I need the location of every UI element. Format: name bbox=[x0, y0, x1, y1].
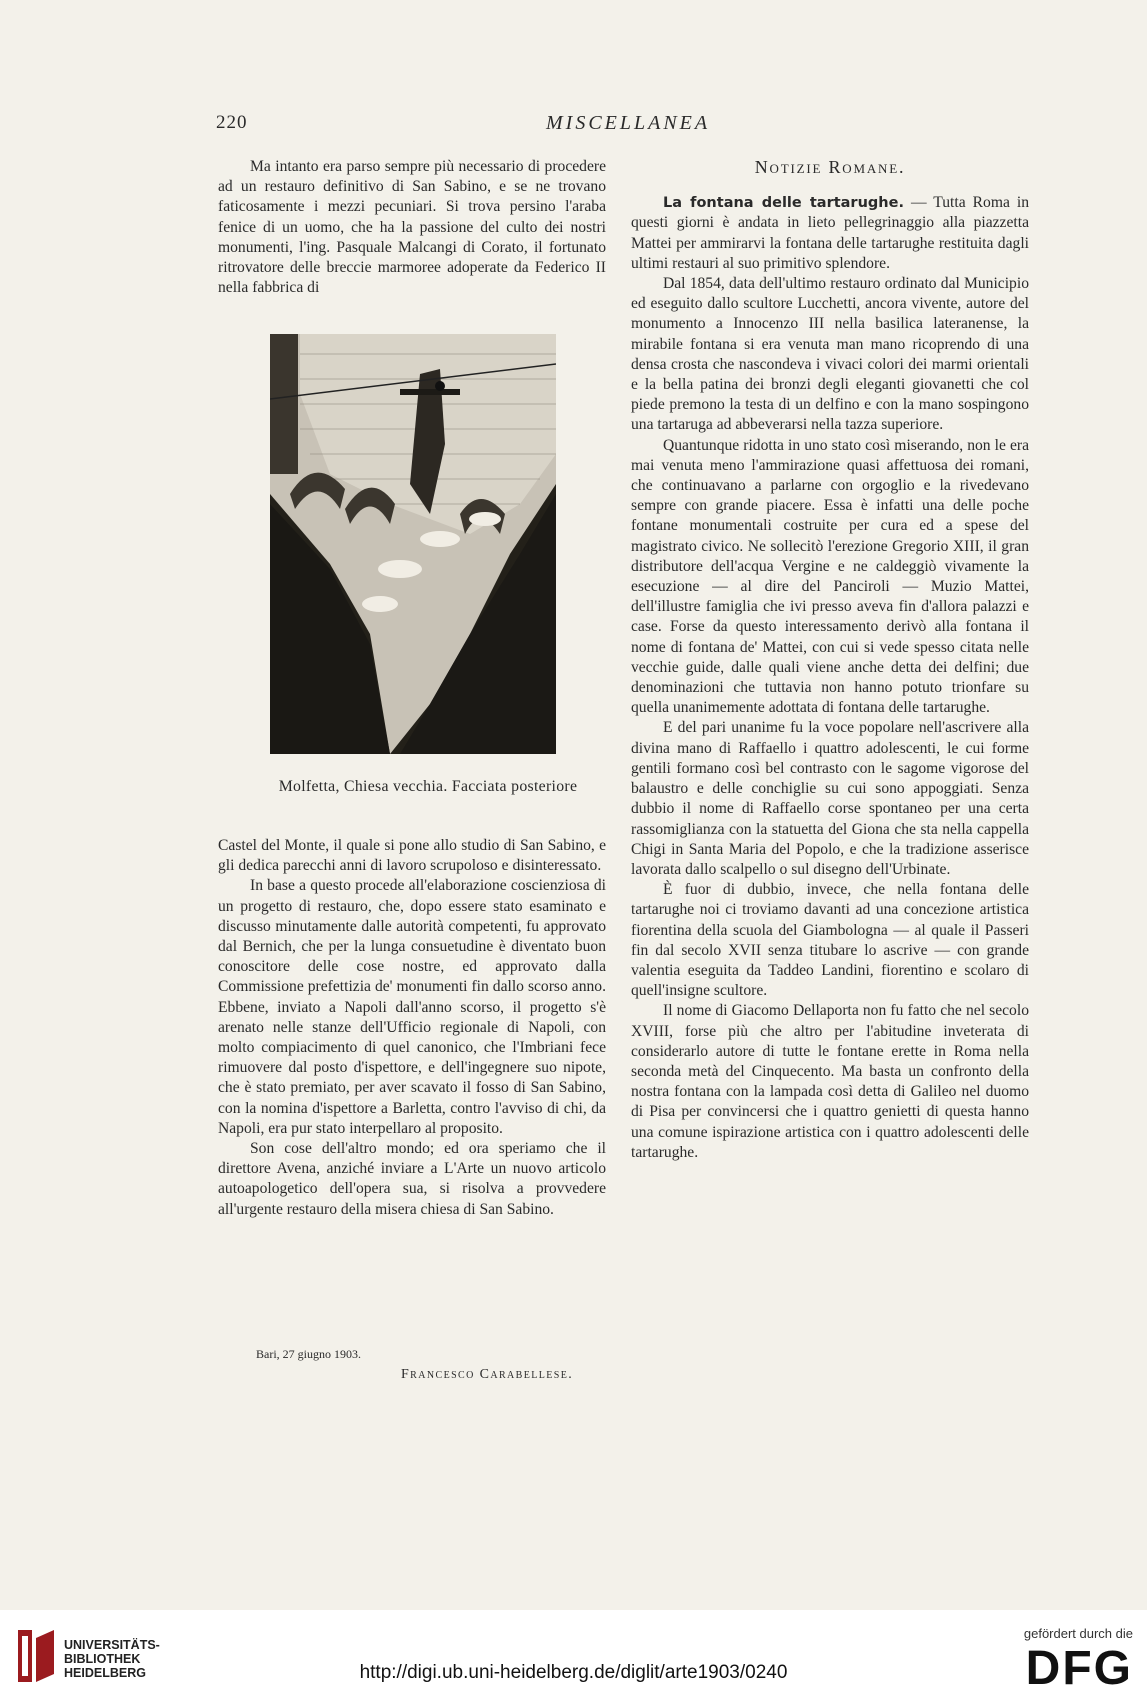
paragraph: Il nome di Giacomo Dellaporta non fu fatto che nel secolo XVIII, forse più che altro per l'abitudine inveterata di considerarlo autore di tutte le fontane erette in Roma nella seconda metà del Cinquecento. Ma basta un confronto della nostra fontana con la lampada così detta di Galileo nel duomo di Pisa per convincersi che i quattro genietti di questa hanno una comune ispirazione artistica con i quattro adolescenti delle tartarughe. bbox=[631, 1002, 1029, 1161]
funding-label: gefördert durch die bbox=[1023, 1626, 1133, 1641]
paragraph: E del pari unanime fu la voce popolare nell'ascrivere alla divina mano di Raffaello i quattro adolescenti, le cui forme gentili formano così bel contrasto con le sagome vigorose del balaustro e delle conchiglie su cui sono appoggiati. Senza dubbio il nome di Raffaello corse spontaneo per una certa rassomiglianza con la statuetta del Giona che sta nella cappella Chigi in Santa Maria del Popolo, e che la tradizione asserisce lavorata dallo scalpello o sul disegno dell'Urbinate. bbox=[631, 719, 1029, 878]
running-head bbox=[216, 112, 916, 142]
date-line: Bari, 27 giugno 1903. bbox=[256, 1347, 361, 1361]
paragraph: Son cose dell'altro mondo; ed ora speriamo che il direttore Avena, anziché inviare a L'Arte un nuovo articolo autoapologetico dell'opera sua, si risolva a provvedere all'urgente restauro della misera chiesa di San Sabino. bbox=[218, 1140, 606, 1218]
paragraph: Ma intanto era parso sempre più necessario di procedere ad un restauro definitivo di San Sabino, e se ne trovano faticosamente i mezzi pecuniari. Si trova persino l'araba fenice di un uomo, che ha la passione del culto dei nostri monumenti, l'ing. Pasquale Malcangi di Corato, il fortunato ritrovatore delle breccie marmoree adoperate da Federico II nella fabbrica di bbox=[218, 158, 606, 297]
right-column bbox=[631, 157, 1029, 1163]
lead-heading: La fontana delle tartarughe. bbox=[663, 195, 904, 212]
paragraph: Castel del Monte, il quale si pone allo studio di San Sabino, e gli dedica parecchi anni di lavoro scrupoloso e disinteressato. bbox=[218, 837, 606, 875]
paragraph: In base a questo procede all'elaborazione coscienziosa di un progetto di restauro, che, dopo essere stato esaminato e discusso minutamente dalle autorità competenti, fu approvato dal Bernich, che per la lunga consuetudine è diventato buon conoscitore delle cose nostre, ed approvato dalla Commissione prefettizia de' monumenti fin dallo scorso anno. Ebbene, inviato a Napoli dall'anno scorso, il progetto s'è arenato nelle stanze dell'Ufficio regionale di Napoli, con molto compiacimento di quel canonico, che l'Imbriani fece rimuovere dal posto d'ispettore, e dell'ingegnere suo nipote, che è stato premiato, per aver scavato il fosso di San Sabino, con la nomina d'ispettore a Barletta, contro l'avviso di chi, da Napoli, era pur stato interpellaro al proposito. bbox=[218, 877, 606, 1137]
photo-caption: Molfetta, Chiesa vecchia. Facciata posteriore bbox=[278, 778, 578, 795]
paragraph: È fuor di dubbio, invece, che nella fontana delle tartarughe noi ci troviamo davanti ad una concezione artistica fiorentina della scuola del Giambologna — al quale il Passeri fin dal secolo XVII senza titubare lo ascrive — con grande valentia eseguita da Taddeo Landini, fiorentino e scolaro di quell'insigne scultore. bbox=[631, 881, 1029, 1000]
library-name-line: UNIVERSITÄTS- bbox=[64, 1638, 160, 1652]
church-photograph bbox=[270, 334, 556, 754]
paragraph: Dal 1854, data dell'ultimo restauro ordinato dal Municipio ed eseguito dallo scultore Lucchetti, ancora vivente, autore del monumento a Innocenzo III nella basilica lateranense, la mirabile fontana si era venuta man mano ricoprendo di una densa crosta che nascondeva i vivaci colori dei marmi orientali e la bella patina dei bronzi degli eleganti giovanetti che col piede premono la testa di un delfino e con la mano sospingono una tartaruga ad abbeverarsi nella tazza superiore. bbox=[631, 275, 1029, 434]
section-title: Notizie Romane. bbox=[754, 157, 906, 177]
lead-paragraph bbox=[631, 193, 1029, 274]
source-url-link[interactable]: http://digi.ub.uni-heidelberg.de/diglit/arte1903/0240 bbox=[359, 1662, 788, 1683]
library-name-line: HEIDELBERG bbox=[64, 1666, 146, 1680]
left-column-bottom bbox=[218, 836, 606, 1220]
library-name-line: BIBLIOTHEK bbox=[64, 1652, 141, 1666]
dfg-logo: DFG bbox=[1025, 1642, 1133, 1695]
digitization-footer bbox=[0, 1610, 1147, 1702]
paragraph: Quantunque ridotta in uno stato così miserando, non le era mai venuta meno l'ammirazione quasi affettuosa dei romani, che continuavano a parlarne con orgoglio e la rivedevano sempre con grande piacere. Essa è infatti una delle poche fontane monumentali costruite per cura ed a spese del magistrato civico. Ne sollecitò l'erezione Gregorio XIII, il gran distributore dell'acqua Vergine e ne caldeggiò vivamente la esecuzione — al dire del Panciroli — Muzio Mattei, dell'illustre famiglia che ivi presso aveva fin d'allora palazzi e case. Forse da questo interessamento derivò alla fontana il nome di fontana de' Mattei, con cui si vede spesso citata nelle vecchie guide, dalle quali viene anche detta dei delfini; due denominazioni che tuttavia non hanno potuto trionfare su quella unanimemente adottata di fontana delle tartarughe. bbox=[631, 436, 1029, 717]
lead-text: — Tutta Roma in questi giorni è andata in lieto pellegrinaggio alla piazzetta Mattei per ammirarvi la fontana delle tartarughe restituita dagli ultimi restauri al suo primitivo splendore. bbox=[631, 194, 1029, 272]
church-facade-image bbox=[270, 334, 556, 754]
running-title: MISCELLANEA bbox=[546, 112, 711, 134]
left-column-top bbox=[218, 157, 606, 298]
author-signature: Francesco Carabellese. bbox=[401, 1367, 574, 1382]
page-number: 220 bbox=[216, 112, 248, 133]
